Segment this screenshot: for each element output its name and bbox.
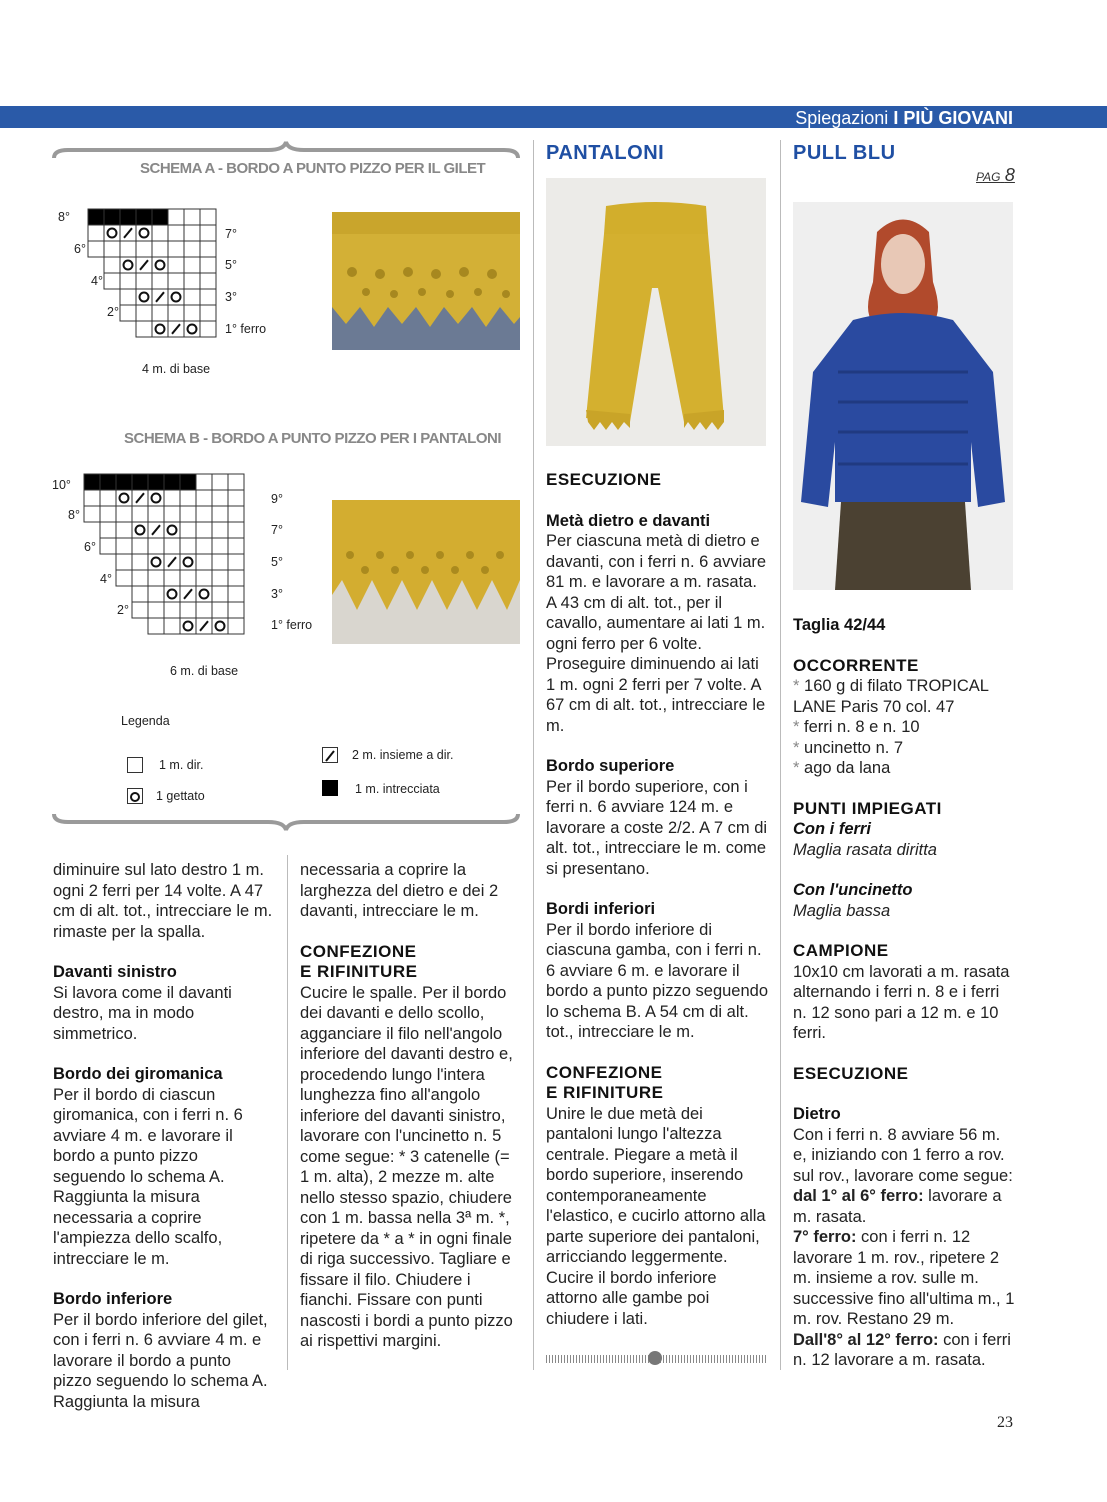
- end-rule-dot: [648, 1351, 662, 1365]
- schema-a-title: SCHEMA A - BORDO A PUNTO PIZZO PER IL GILET: [140, 160, 486, 177]
- legend-title: Legenda: [121, 714, 170, 728]
- bullet-icon: *: [793, 738, 805, 757]
- schema-a-row-5: 5°: [225, 258, 237, 272]
- pantaloni-heading-confezione: CONFEZIONE: [546, 1062, 663, 1082]
- bullet-icon: *: [793, 677, 805, 695]
- col1-paragraph-1: diminuire sul lato destro 1 m. ogni 2 ferri per 14 volte. A 47 cm di alt. tot., intrecciare le m. rimaste per la spalla.: [53, 861, 273, 941]
- legend-dir: 1 m. dir.: [159, 758, 204, 772]
- pull-row-1: dal 1° al 6° ferro: lavorare a m. rasata.: [793, 1187, 1002, 1226]
- schema-b-row-1: 1° ferro: [271, 618, 313, 632]
- pantaloni-paragraph-2: Per il bordo superiore, con i ferri n. 6 avviare 124 m. e lavorare a coste 2/2. A 7 cm di alt. tot., intrecciare le m. come si presentano.: [546, 777, 768, 878]
- pull-uncinetto-heading: Con l'uncinetto: [793, 881, 913, 899]
- schema-b-row-9: 9°: [271, 492, 283, 506]
- col2-paragraph-1: necessaria a coprire la larghezza del dietro e dei 2 davanti, intrecciare le m.: [300, 861, 499, 920]
- bullet-icon: *: [793, 718, 805, 736]
- legend-intrecciata: 1 m. intrecciata: [355, 782, 440, 796]
- column-divider-3: [780, 140, 781, 1370]
- schema-b-chart: [50, 470, 290, 670]
- col1-heading-davanti: Davanti sinistro: [53, 963, 177, 981]
- header-title: Spiegazioni I PIÙ GIOVANI: [795, 108, 1013, 128]
- pull-title: PULL BLU: [793, 142, 896, 164]
- pants-photo: [546, 178, 766, 446]
- schema-a-row-7: 7°: [225, 227, 237, 241]
- yarn-over-icon: [127, 788, 143, 804]
- pull-ferri-heading: Con i ferri: [793, 820, 871, 838]
- schema-a-base: 4 m. di base: [142, 362, 211, 376]
- pull-item-2: * ferri n. 8 e n. 10: [793, 718, 920, 736]
- column-2: [300, 860, 521, 1352]
- pull-punti-heading: PUNTI IMPIEGATI: [793, 798, 942, 818]
- pull-item-3: * uncinetto n. 7: [793, 738, 904, 757]
- schema-b-row-2: 2°: [117, 603, 129, 617]
- schema-a-row-6: 6°: [74, 242, 86, 256]
- pantaloni-paragraph-1: Per ciascuna metà di dietro e davanti, con i ferri n. 6 avviare 81 m. e lavorare a m. rasata. A 43 cm di alt. tot., per il cavallo, aumentare ai lati 1 m. ogni ferro per 6 volte. Proseguire diminuendo ai lati 1 m. ogni 2 ferri per 7 volte. A 67 cm di alt. tot., intrecciare le m.: [546, 532, 767, 735]
- schema-b-row-8: 8°: [68, 508, 80, 522]
- page-reference: PAG 8: [976, 165, 1015, 185]
- schema-b-row-7: 7°: [271, 523, 283, 537]
- schema-b-row-10: 10°: [52, 478, 71, 492]
- k2tog-icon: [322, 747, 338, 763]
- col1-heading-giromanica: Bordo dei giromanica: [53, 1065, 223, 1083]
- sweater-photo: [793, 202, 1013, 590]
- schema-frame-bottom: [48, 808, 524, 838]
- lace-border-photo-b: [332, 500, 520, 644]
- col1-paragraph-2: Si lavora come il davanti destro, ma in modo simmetrico.: [53, 983, 232, 1043]
- pantaloni-execution-heading: ESECUZIONE: [546, 470, 662, 489]
- col1-paragraph-3: Per il bordo di ciascun giromanica, con i ferri n. 6 avviare 4 m. e lavorare il bordo a punto pizzo seguendo lo schema A. Raggiunta la misura necessaria a coprire l'ampiezza dello scalfo, intrecciare le m.: [53, 1085, 243, 1268]
- schema-a-row-4: 4°: [91, 274, 103, 288]
- col2-heading-confezione: CONFEZIONE: [300, 941, 417, 961]
- knit-stitch-icon: [127, 757, 143, 773]
- col2-paragraph-2: Cucire le spalle. Per il bordo dei davanti e dello scollo, agganciare il filo nell'angolo inferiore del davanti destro e, procedendo lungo l'intera lunghezza fino all'angolo inferiore del davanti sinistro, lavorare con l'uncinetto n. 5 come segue: * 3 catenelle (= 1 m. alta), 2 mezze m. alte nello stesso spazio, chiudere con 1 m. bassa nella 3ª m. *, ripetere da * a * in ogni finale di riga successivo. Tagliare e fissare il filo. Chiudere i fianchi. Fissare con punti nascosti i bordi a punto pizzo ai rispettivi margini.: [300, 983, 513, 1350]
- schema-b-row-3: 3°: [271, 587, 283, 601]
- column-divider-2: [533, 140, 534, 1370]
- lace-border-photo-a: [332, 212, 520, 350]
- legend-insieme: 2 m. insieme a dir.: [352, 748, 454, 762]
- col1-paragraph-4: Per il bordo inferiore del gilet, con i ferri n. 6 avviare 4 m. e lavorare il bordo a punto pizzo seguendo lo schema A. Raggiunta la misura: [53, 1310, 268, 1411]
- col1-heading-bordo-inferiore: Bordo inferiore: [53, 1290, 173, 1308]
- pull-row-2: 7° ferro: con i ferri n. 12 lavorare 1 m. rov., ripetere 2 m. insieme a rov. sulle m. successive fino all'ultima m., 1 m. rov. Restano 29 m.: [793, 1228, 1015, 1328]
- pull-row-3: Dall'8° al 12° ferro: con i ferri n. 12 lavorare a m. rasata.: [793, 1330, 1011, 1369]
- pull-dietro-text: Con i ferri n. 8 avviare 56 m. e, iniziando con 1 ferro a rov. sul rov., lavorare come segue:: [793, 1125, 1013, 1185]
- pull-uncinetto-text: Maglia bassa: [793, 901, 891, 920]
- column-1: [53, 860, 274, 1412]
- col2-heading-rifiniture: E RIFINITURE: [300, 962, 418, 981]
- pantaloni-heading-meta: Metà dietro e davanti: [546, 511, 711, 530]
- pull-item-4: * ago da lana: [793, 759, 891, 777]
- pantaloni-paragraph-4: Unire le due metà dei pantaloni lungo l'altezza centrale. Piegare a metà il bordo superiore, inserendo contemporaneamente l'elastico, e cucirlo attorno alla parte superiore dei pantaloni, arricciando leggermente. Cucire il bordo inferiore attorno alle gambe poi chiudere i lati.: [546, 1104, 766, 1328]
- pull-campione-text: 10x10 cm lavorati a m. rasata alternando i ferri n. 8 e i ferri n. 12 sono pari a 12 m. e 10 ferri.: [793, 962, 1010, 1042]
- schema-a-row-3: 3°: [225, 290, 237, 304]
- pantaloni-heading-bordi-inferiori: Bordi inferiori: [546, 900, 656, 918]
- column-3: [546, 470, 768, 1329]
- schema-b-title: SCHEMA B - BORDO A PUNTO PIZZO PER I PANTALONI: [124, 430, 502, 447]
- schema-a-row-1: 1° ferro: [225, 322, 267, 336]
- pull-occorrente-heading: OCCORRENTE: [793, 655, 919, 675]
- column-divider-1: [287, 855, 288, 1370]
- bullet-icon: *: [793, 759, 805, 777]
- pull-campione-heading: CAMPIONE: [793, 941, 889, 960]
- bind-off-icon: [322, 780, 338, 796]
- pull-dietro-heading: Dietro: [793, 1105, 841, 1123]
- pull-taglia: Taglia 42/44: [793, 616, 886, 634]
- pantaloni-paragraph-3: Per il bordo inferiore di ciascuna gamba, con i ferri n. 6 avviare 6 m. e lavorare il bordo a punto pizzo seguendo lo schema B. A 54 cm di alt. tot., intrecciare le m.: [546, 920, 769, 1041]
- page-number: 23: [997, 1414, 1013, 1431]
- pantaloni-heading-bordo-superiore: Bordo superiore: [546, 757, 675, 775]
- pantaloni-heading-rifiniture: E RIFINITURE: [546, 1083, 664, 1102]
- pull-execution-heading: ESECUZIONE: [793, 1063, 909, 1083]
- schema-b-base: 6 m. di base: [170, 664, 239, 678]
- pantaloni-title: PANTALONI: [546, 142, 665, 164]
- schema-b-row-5: 5°: [271, 555, 283, 569]
- schema-a-row-8: 8°: [58, 210, 70, 224]
- pull-ferri-text: Maglia rasata diritta: [793, 840, 937, 859]
- schema-a-row-2: 2°: [107, 305, 119, 319]
- schema-b-row-4: 4°: [100, 572, 112, 586]
- schema-b-row-6: 6°: [84, 540, 96, 554]
- schema-a-chart: [50, 205, 290, 380]
- column-4: [793, 615, 1015, 1371]
- legend-gettato: 1 gettato: [156, 789, 205, 803]
- pull-item-1: * 160 g di filato TROPICAL LANE Paris 70 col. 47: [793, 677, 989, 716]
